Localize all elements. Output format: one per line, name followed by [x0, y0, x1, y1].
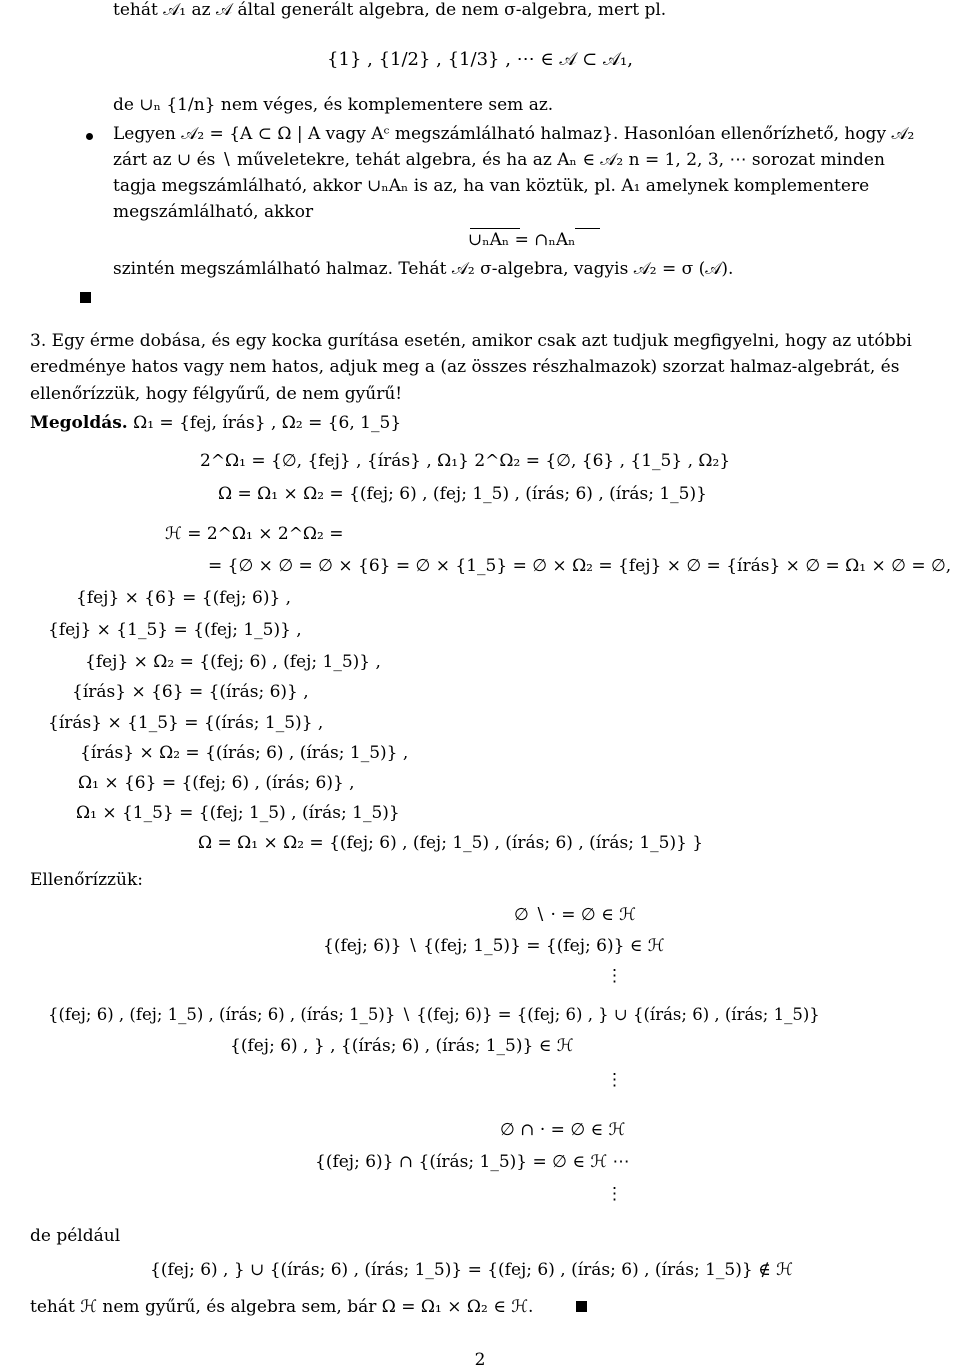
display-equation: Ω = Ω₁ × Ω₂ = {(fej; 6) , (fej; 1_5) , (írás; 6) , (írás; 1_5)} } [198, 833, 704, 853]
display-equation: Ω₁ × {6} = {(fej; 6) , (írás; 6)} , [78, 773, 355, 793]
display-equation: {fej} × Ω₂ = {(fej; 6) , (fej; 1_5)} , [85, 652, 381, 672]
qed-square-1 [80, 292, 91, 303]
vertical-dots: ⋮ [606, 966, 623, 986]
solution-label: Megoldás. [30, 413, 128, 433]
display-equation: {1} , {1/2} , {1/3} , ⋯ ∈ 𝒜 ⊂ 𝒜₁, [327, 49, 633, 70]
display-equation: ∅ ∩ · = ∅ ∈ ℋ [500, 1120, 626, 1140]
display-equation: {(fej; 6) , } , {(írás; 6) , (írás; 1_5)} ∈ ℋ [230, 1036, 574, 1056]
display-equation: {írás} × {6} = {(írás; 6)} , [72, 682, 309, 702]
exercise-3-line: 3. Egy érme dobása, és egy kocka gurítása esetén, amikor csak azt tudjuk megfigyelni, hogy az utóbbi [30, 331, 912, 351]
bullet-1 [86, 133, 93, 140]
overline-right [575, 228, 600, 229]
display-equation: {fej} × {6} = {(fej; 6)} , [76, 588, 292, 608]
display-equation: ∅ ∖ · = ∅ ∈ ℋ [514, 905, 636, 925]
overline-left [470, 228, 520, 229]
solution-line [30, 413, 401, 433]
display-equation: {(fej; 6) , (fej; 1_5) , (írás; 6) , (írás; 1_5)} ∖ {(fej; 6)} = {(fej; 6) , } ∪ {(írás; 6) , (írás; 1_5)} [48, 1005, 820, 1024]
text-line: eredménye hatos vagy nem hatos, adjuk meg a (az összes részhalmazok) szorzat halmaz-algebrát, és [30, 357, 900, 377]
display-equation: ∪ₙAₙ = ∩ₙAₙ [468, 230, 576, 250]
text-line: Ellenőrízzük: [30, 870, 143, 890]
conclusion-text: tehát ℋ nem gyűrű, és algebra sem, bár Ω = Ω₁ × Ω₂ ∈ ℋ. [30, 1297, 534, 1317]
text-line: ellenőrízzük, hogy félgyűrű, de nem gyűrű! [30, 384, 403, 404]
display-equation: Ω₁ × {1_5} = {(fej; 1_5) , (írás; 1_5)} [76, 803, 400, 823]
text-line: Legyen 𝒜₂ = {A ⊂ Ω | A vagy Aᶜ megszámlálható halmaz}. Hasonlóan ellenőrízhető, hogy 𝒜₂ [113, 124, 915, 144]
display-equation: {fej} × {1_5} = {(fej; 1_5)} , [48, 620, 302, 640]
text-line: tehát 𝒜₁ az 𝒜 által generált algebra, de nem σ-algebra, mert pl. [113, 0, 667, 20]
display-equation: {(fej; 6) , } ∪ {(írás; 6) , (írás; 1_5)} = {(fej; 6) , (írás; 6) , (írás; 1_5)} ∉ ℋ [150, 1260, 793, 1280]
page-number: 2 [474, 1350, 486, 1370]
text-line: zárt az ∪ és ∖ műveletekre, tehát algebra, és ha az Aₙ ∈ 𝒜₂ n = 1, 2, 3, ⋯ sorozat minden [113, 150, 885, 170]
display-equation: 2^Ω₁ = {∅, {fej} , {írás} , Ω₁} 2^Ω₂ = {∅, {6} , {1_5} , Ω₂} [200, 451, 731, 471]
solution-sets: Ω₁ = {fej, írás} , Ω₂ = {6, 1_5} [127, 413, 402, 433]
conclusion-line [30, 1297, 533, 1317]
display-equation: Ω = Ω₁ × Ω₂ = {(fej; 6) , (fej; 1_5) , (írás; 6) , (írás; 1_5)} [218, 484, 707, 504]
display-equation: {írás} × Ω₂ = {(írás; 6) , (írás; 1_5)} , [80, 743, 409, 763]
display-equation: = {∅ × ∅ = ∅ × {6} = ∅ × {1_5} = ∅ × Ω₂ = {fej} × ∅ = {írás} × ∅ = Ω₁ × ∅ = ∅, [208, 556, 952, 576]
vertical-dots: ⋮ [606, 1070, 623, 1090]
display-equation: ℋ = 2^Ω₁ × 2^Ω₂ = [165, 524, 344, 544]
text-line: tagja megszámlálható, akkor ∪ₙAₙ is az, ha van köztük, pl. A₁ amelynek komplementere [113, 176, 870, 196]
vertical-dots: ⋮ [606, 1184, 623, 1204]
display-equation: {(fej; 6)} ∖ {(fej; 1_5)} = {(fej; 6)} ∈ ℋ [323, 936, 665, 956]
display-equation: {(fej; 6)} ∩ {(írás; 1_5)} = ∅ ∈ ℋ ⋯ [315, 1152, 630, 1172]
display-equation: {írás} × {1_5} = {(írás; 1_5)} , [48, 713, 324, 733]
text-line: szintén megszámlálható halmaz. Tehát 𝒜₂ σ-algebra, vagyis 𝒜₂ = σ (𝒜). [113, 259, 734, 279]
text-line: de ∪ₙ {1/n} nem véges, és komplementere sem az. [113, 95, 554, 115]
text-line: megszámlálható, akkor [113, 202, 314, 222]
qed-square-2 [576, 1301, 587, 1312]
text-line: de például [30, 1226, 121, 1246]
